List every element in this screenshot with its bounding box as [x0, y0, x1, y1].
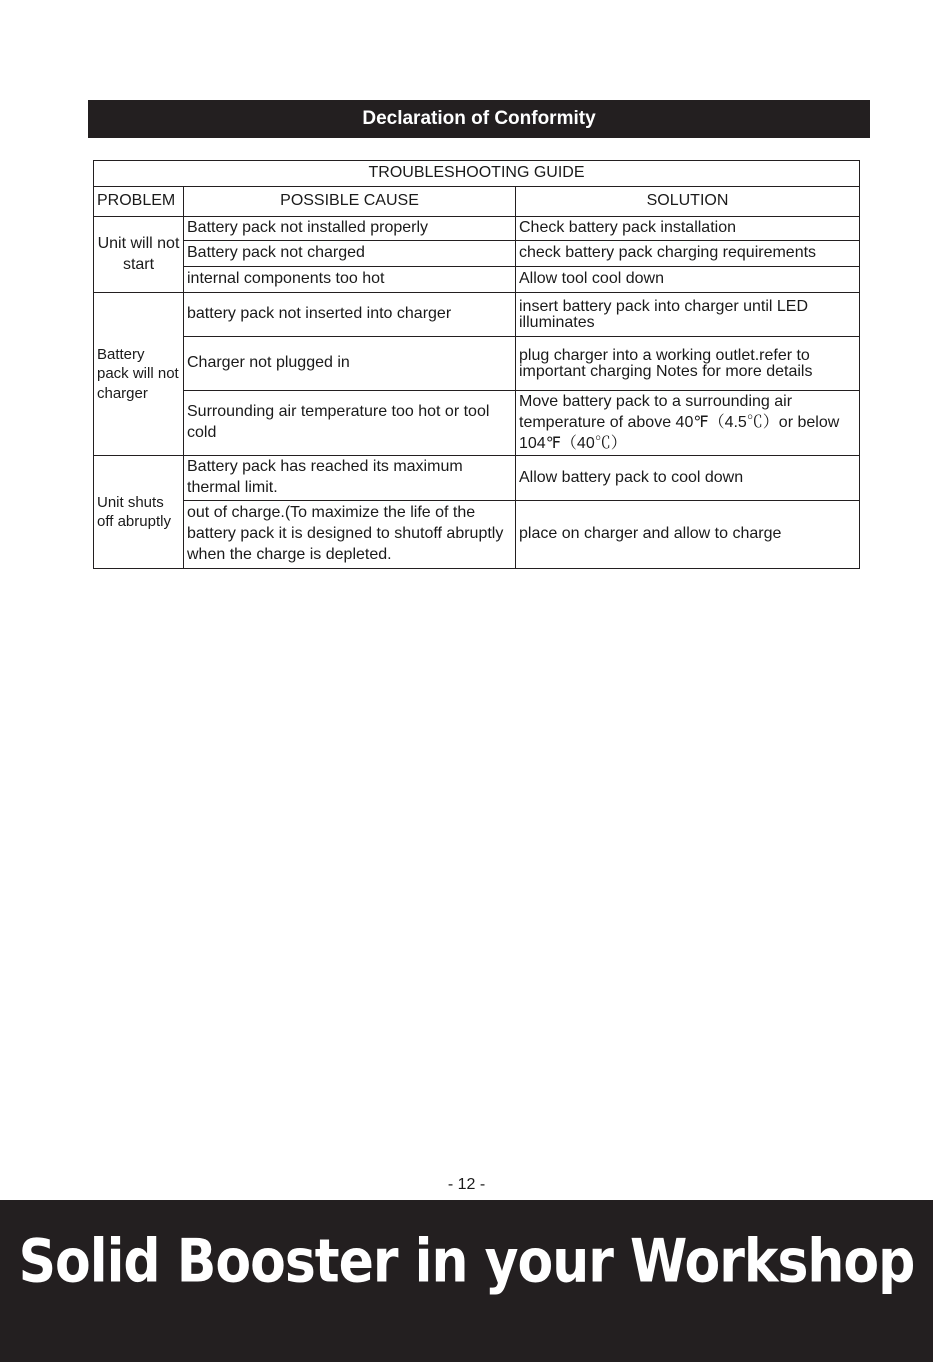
cause-cell: internal components too hot [184, 267, 516, 293]
cause-cell: battery pack not inserted into charger [184, 293, 516, 337]
table-title-row [94, 161, 860, 187]
table-row [94, 241, 860, 267]
column-header-problem: PROBLEM [94, 187, 184, 217]
declaration-title: Declaration of Conformity [362, 108, 596, 129]
table-row [94, 391, 860, 456]
declaration-header [88, 100, 870, 138]
solution-cell: Check battery pack installation [516, 217, 860, 241]
cause-cell: Charger not plugged in [184, 337, 516, 391]
table-header-row [94, 187, 860, 217]
solution-cell: insert battery pack into charger until LED illuminates [516, 293, 860, 337]
problem-cell: Battery pack will not charger [94, 293, 184, 456]
table-row [94, 293, 860, 337]
solution-cell: place on charger and allow to charge [516, 500, 860, 568]
table-title: TROUBLESHOOTING GUIDE [94, 161, 860, 187]
footer-bar [0, 1200, 933, 1362]
footer-slogan: Solid Booster in your Workshop [18, 1227, 915, 1297]
troubleshooting-table [93, 160, 860, 569]
cause-cell: Battery pack not installed properly [184, 217, 516, 241]
cause-cell: Battery pack has reached its maximum thermal limit. [184, 456, 516, 501]
solution-cell: check battery pack charging requirements [516, 241, 860, 267]
problem-cell: Unit will not start [94, 217, 184, 293]
solution-cell: plug charger into a working outlet.refer to important charging Notes for more details [516, 337, 860, 391]
cause-cell: Surrounding air temperature too hot or tool cold [184, 391, 516, 456]
solution-cell: Allow battery pack to cool down [516, 456, 860, 501]
table-row [94, 267, 860, 293]
solution-cell: Move battery pack to a surrounding air temperature of above 40℉（4.5℃）or below 104℉（40℃） [516, 391, 860, 456]
table-row [94, 500, 860, 568]
table-row [94, 337, 860, 391]
column-header-solution: SOLUTION [516, 187, 860, 217]
solution-cell: Allow tool cool down [516, 267, 860, 293]
column-header-cause: POSSIBLE CAUSE [184, 187, 516, 217]
cause-cell: Battery pack not charged [184, 241, 516, 267]
table-row [94, 217, 860, 241]
problem-cell: Unit shuts off abruptly [94, 456, 184, 569]
table-row [94, 456, 860, 501]
page-number: - 12 - [447, 1176, 486, 1193]
cause-cell: out of charge.(To maximize the life of the battery pack it is designed to shutoff abruptly when the charge is depleted. [184, 500, 516, 568]
